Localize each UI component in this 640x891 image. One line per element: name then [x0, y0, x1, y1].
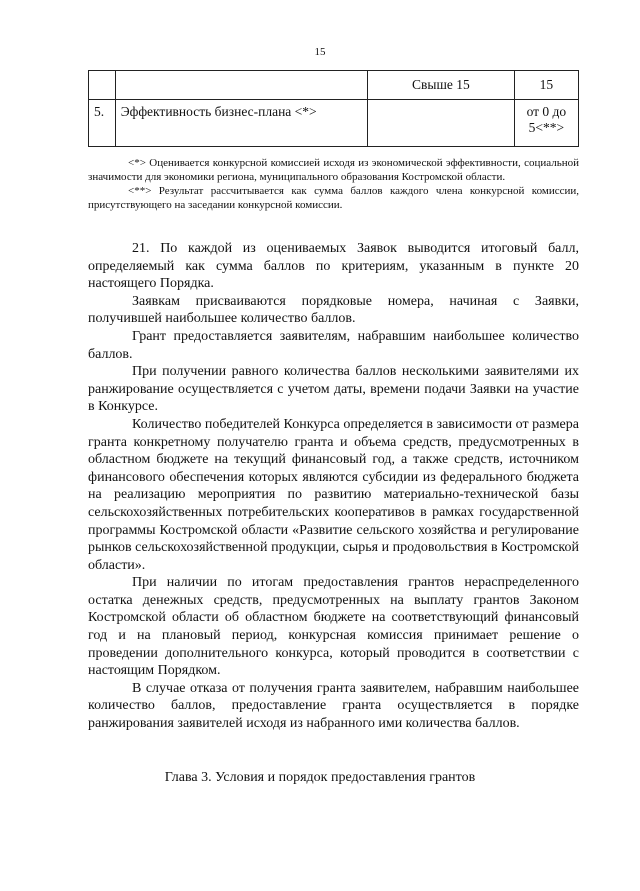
table-cell-number — [89, 71, 116, 100]
table-cell-number: 5. — [89, 100, 116, 147]
page-number: 15 — [314, 46, 326, 58]
paragraph: Грант предоставляется заявителям, набравшим наибольшее количество баллов. — [88, 328, 579, 362]
table-row — [89, 100, 579, 147]
criteria-table — [88, 70, 579, 147]
footnote: <*> Оценивается конкурсной комиссией исходя из экономической эффективности, социальной значимости для экономики региона, муниципального образования Костромской области. — [88, 157, 579, 183]
table-cell-range — [368, 100, 515, 147]
table-cell-criterion — [115, 71, 367, 100]
table-cell-score: от 0 до 5<**> — [514, 100, 578, 147]
table-cell-criterion: Эффективность бизнес-плана <*> — [115, 100, 367, 147]
table-row — [89, 71, 579, 100]
body-text — [88, 240, 579, 733]
footnotes — [88, 156, 579, 212]
table-cell-range: Свыше 15 — [368, 71, 515, 100]
paragraph: 21. По каждой из оцениваемых Заявок выводится итоговый балл, определяемый как сумма баллов по критериям, указанным в пункте 20 настоящего Порядка. — [88, 241, 579, 292]
footnote: <**> Результат рассчитывается как сумма баллов каждого члена конкурсной комиссии, присутствующего на заседании конкурсной комиссии. — [88, 185, 579, 211]
paragraph: При наличии по итогам предоставления грантов нераспределенного остатка денежных средств, предусмотренных на выплату грантов Законом Костромской области об областном бюджете на соответствующий финансовый год и на плановый период, конкурсная комиссия принимает решение о проведении дополнительного конкурса, который проводится в соответствии с настоящим Порядком. — [88, 575, 579, 679]
paragraph: При получении равного количества баллов несколькими заявителями их ранжирование осуществляется с учетом даты, времени подачи Заявки на участие в Конкурсе. — [88, 364, 579, 415]
chapter-heading: Глава 3. Условия и порядок предоставления грантов — [164, 770, 476, 785]
table-cell-score: 15 — [514, 71, 578, 100]
paragraph: Количество победителей Конкурса определяется в зависимости от размера гранта конкретному получателю гранта и объема средств, предусмотренных в областном бюджете на текущий финансовый год, а также средств, источником финансового обеспечения которых являются субсидии из федерального бюджета на реализацию мероприятия по развитию материально-технической базы сельскохозяйственных потребительских кооперативов в рамках государственной программы Костромской области «Развитие сельского хозяйства и регулирование рынков сельскохозяйственной продукции, сырья и продовольствия в Костромской области». — [88, 416, 579, 573]
paragraph: В случае отказа от получения гранта заявителем, набравшим наибольшее количество баллов, предоставление гранта осуществляется в порядке ранжирования заявителей исходя из набранного ими количества баллов. — [88, 680, 579, 732]
paragraph: Заявкам присваиваются порядковые номера, начиная с Заявки, получившей наибольшее количество баллов. — [88, 293, 579, 327]
